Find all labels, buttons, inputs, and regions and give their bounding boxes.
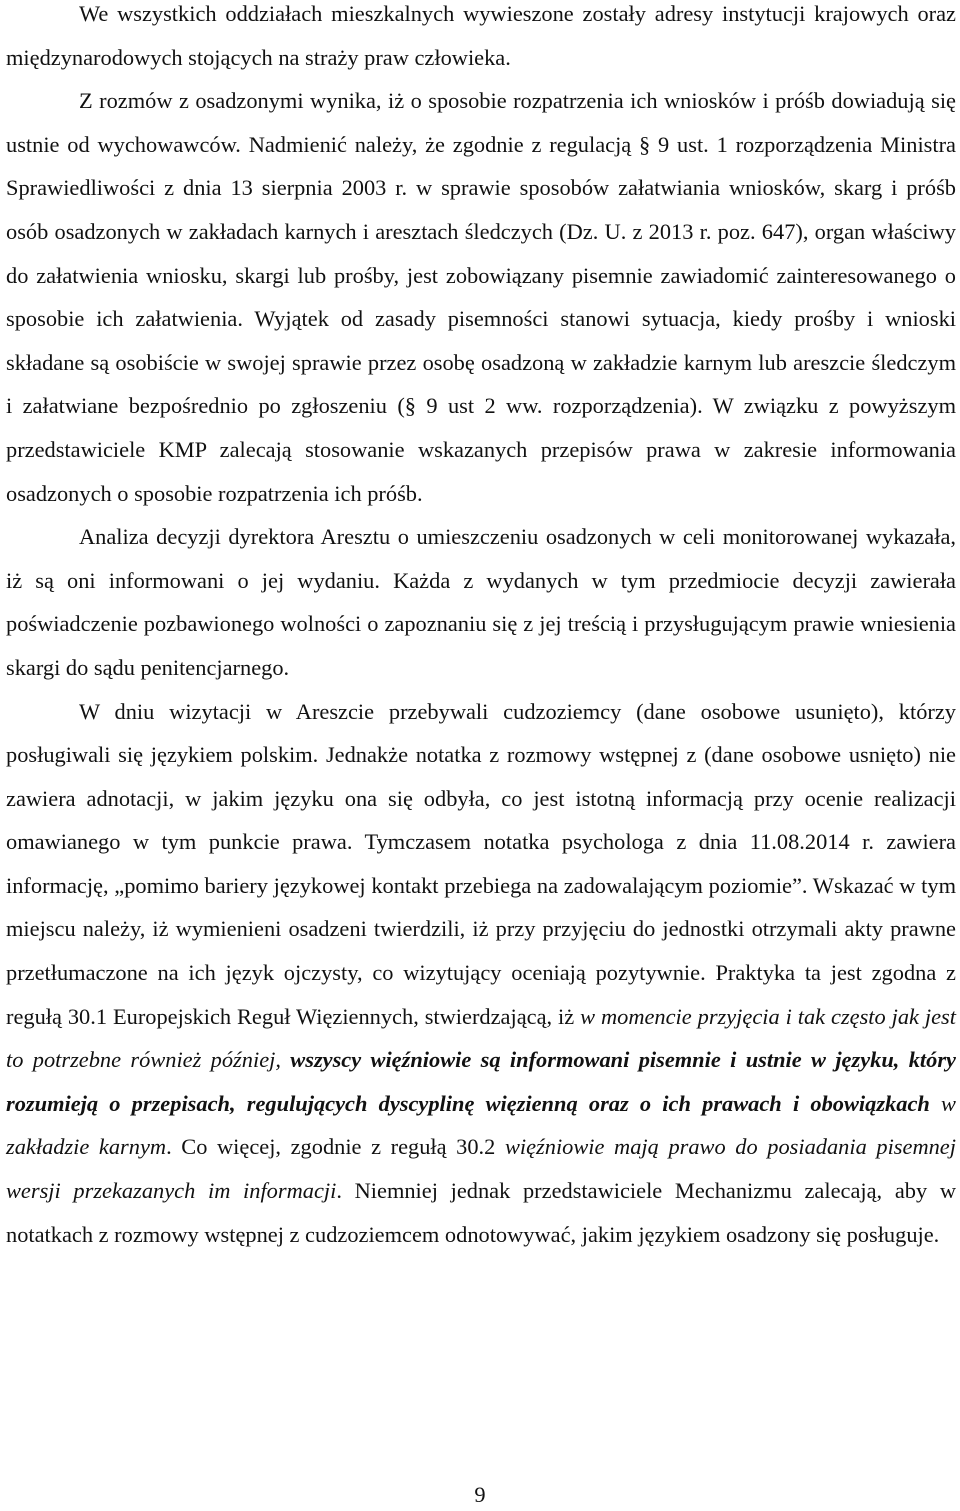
text-segment: Analiza decyzji dyrektora Aresztu o umieszczeniu osadzonych w celi monitorowanej wykazała, iż są oni informowani o jej wydaniu. Każda z wydanych w tym przedmiocie decyzji zawierała poświadczenie pozbawionego wolności o zapoznaniu się z jej treścią i przysługującym prawie wniesienia skargi do sądu penitencjarnego.: [6, 524, 956, 680]
text-segment: w momencie przyjęcia i tak często jak jest to potrzebne również później,: [6, 1003, 956, 1073]
document-body: [6, 0, 956, 1256]
text-segment: Z rozmów z osadzonymi wynika, iż o sposobie rozpatrzenia ich wniosków i próśb dowiadują się ustnie od wychowawców. Nadmienić należy, że zgodnie z regulacją § 9 ust. 1 rozporządzenia Ministra Sprawiedliwości z dnia 13 sierpnia 2003 r. w sprawie sposobów załatwiania wniosków, skarg i próśb osób osadzonych w zakładach karnych i aresztach śledczych (Dz. U. z 2013 r. poz. 647), organ właściwy do załatwienia wniosku, skargi lub prośby, jest zobowiązany pisemnie zawiadomić zainteresowanego o sposobie ich załatwienia. Wyjątek od zasady pisemności stanowi sytuacja, kiedy prośby i wnioski składane są osobiście w swojej sprawie przez osobę osadzoną w zakładzie karnym lub areszcie śledczym i załatwiane bezpośrednio po zgłoszeniu (§ 9 ust 2 ww. rozporządzenia). W związku z powyższym przedstawiciele KMP zalecają stosowanie wskazanych przepisów prawa w zakresie informowania osadzonych o sposobie rozpatrzenia ich próśb.: [6, 88, 956, 506]
paragraph-4: [6, 690, 956, 1257]
paragraph-2: [6, 79, 956, 515]
page-number: 9: [474, 1482, 486, 1507]
text-segment: We wszystkich oddziałach mieszkalnych wywieszone zostały adresy instytucji krajowych oraz międzynarodowych stojących na straży praw człowieka.: [6, 1, 956, 70]
paragraph-1: [6, 0, 956, 79]
text-segment: . Niemniej jednak przedstawiciele Mechanizmu zalecają, aby w notatkach z rozmowy wstępnej z cudzoziemcem odnotowywać, jakim językiem osadzony się posługuje.: [6, 1178, 956, 1247]
text-segment: więźniowie mają prawo do posiadania pisemnej wersji przekazanych im informacji: [6, 1134, 956, 1204]
text-segment: . Co więcej, zgodnie z regułą 30.2: [166, 1134, 505, 1160]
paragraph-3: [6, 515, 956, 689]
text-segment: wszyscy więźniowie są informowani pisemnie i ustnie w języku, który rozumieją o przepisach, regulujących dyscyplinę więzienną oraz o ich prawach i obowiązkach: [6, 1047, 956, 1116]
text-segment: W dniu wizytacji w Areszcie przebywali cudzoziemcy (dane osobowe usunięto), którzy posługiwali się językiem polskim. Jednakże notatka z rozmowy wstępnej z (dane osobowe usnięto) nie zawiera adnotacji, w jakim języku ona się odbyła, co jest istotną informacją przy ocenie realizacji omawianego w tym punkcie prawa. Tymczasem notatka psychologa z dnia 11.08.2014 r. zawiera informację, „pomimo bariery językowej kontakt przebiega na zadowalającym poziomie”. Wskazać w tym miejscu należy, iż wymienieni osadzeni twierdzili, iż przy przyjęciu do jednostki otrzymali akty prawne przetłumaczone na ich język ojczysty, co wizytujący oceniają pozytywnie. Praktyka ta jest zgodna z regułą 30.1 Europejskich Reguł Więziennych, stwierdzającą, iż: [6, 698, 956, 1029]
text-segment: w zakładzie karnym: [6, 1090, 956, 1160]
